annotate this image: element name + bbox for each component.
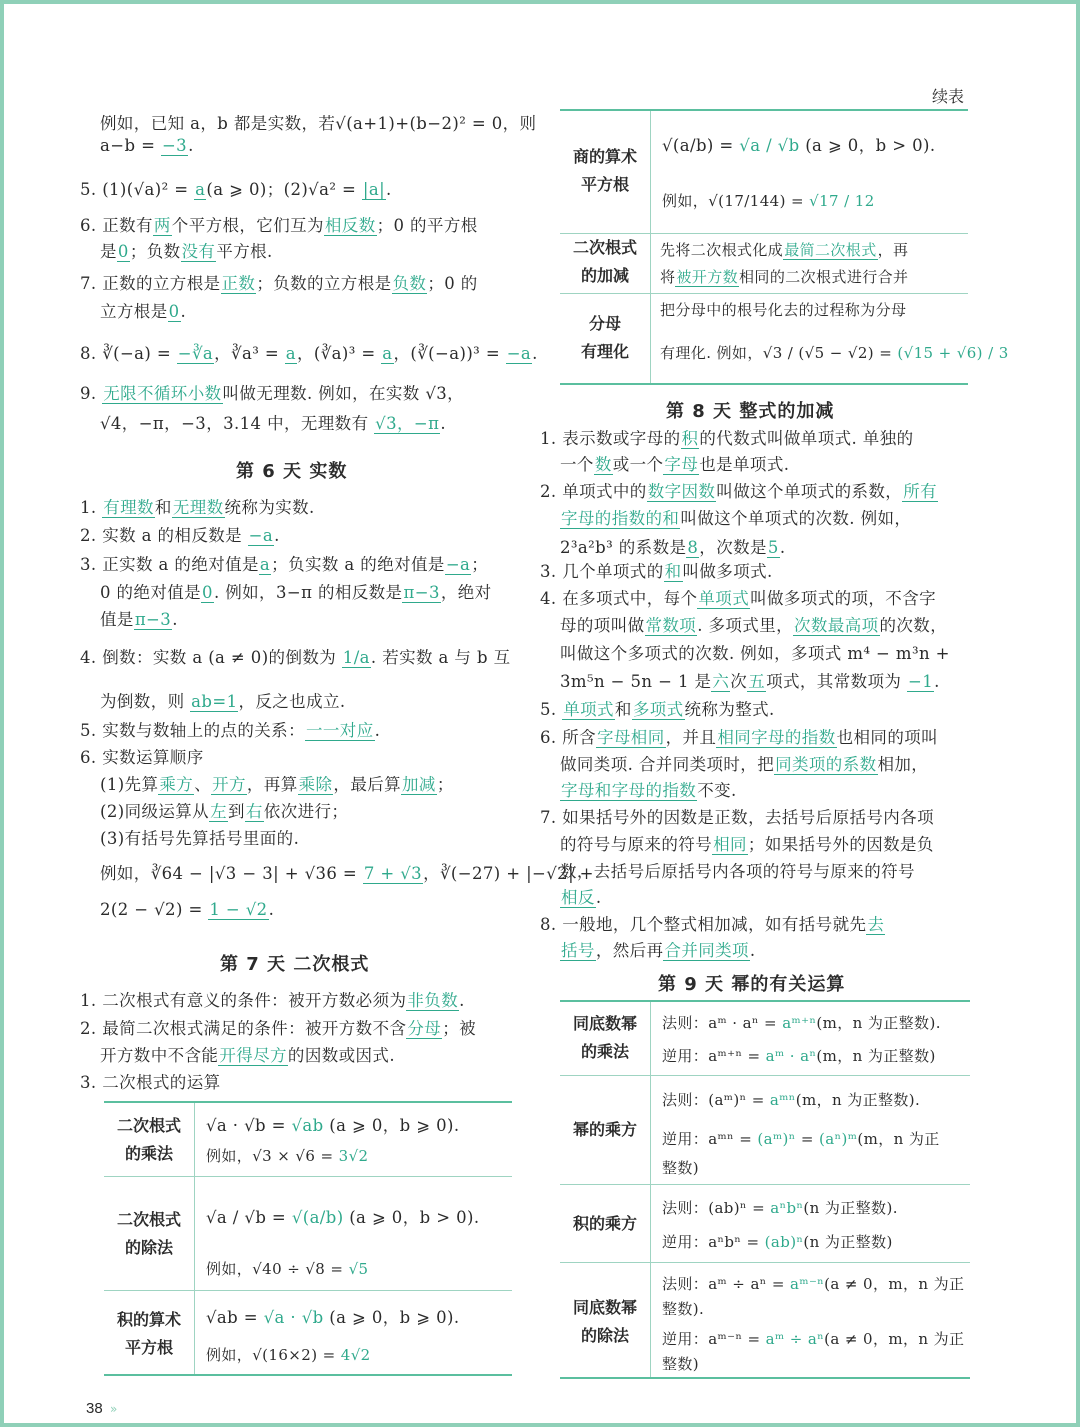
item-7-cont: 立方根是0. bbox=[100, 302, 187, 321]
table-rule-text: 法则：aᵐ ÷ aⁿ = aᵐ⁻ⁿ(a ≠ 0，m，n 为正 bbox=[662, 1275, 965, 1293]
day6-item-6-3: (3)有括号先算括号里面的. bbox=[100, 829, 300, 848]
cell-label: 二次根式 的乘法 bbox=[116, 1116, 181, 1163]
answer: 0 bbox=[168, 302, 180, 321]
answer: 无限不循环小数 bbox=[103, 384, 222, 403]
day7-item-2: 2. 最简二次根式满足的条件：被开方数不含分母；被 bbox=[80, 1019, 477, 1038]
day7-item-2-cont: 开方数中不含能开得尽方的因数或因式. bbox=[100, 1046, 395, 1065]
table-row-line bbox=[104, 1290, 512, 1291]
day8-item-1: 1. 表示数或字母的积的代数式叫做单项式. 单独的 bbox=[540, 429, 914, 448]
answer: 一一对应 bbox=[306, 721, 374, 740]
table-rule bbox=[560, 383, 968, 385]
table-row-line bbox=[560, 293, 968, 294]
table-row-line bbox=[560, 1262, 970, 1263]
day7-item-3: 3. 二次根式的运算 bbox=[80, 1073, 221, 1092]
table-rule-text: 法则：(aᵐ)ⁿ = aᵐⁿ(m，n 为正整数). bbox=[662, 1091, 921, 1109]
table-text: 先将二次根式化成最简二次根式，再 bbox=[660, 241, 909, 259]
answer: 正数 bbox=[221, 274, 256, 293]
cell-label: 积的算术 平方根 bbox=[116, 1310, 181, 1357]
answer: −3 bbox=[161, 136, 188, 155]
answer: 两 bbox=[153, 216, 171, 235]
cell-label: 积的乘方 bbox=[572, 1214, 637, 1233]
item-7: 7. 正数的立方根是正数；负数的立方根是负数；0 的 bbox=[80, 274, 478, 293]
day8-item-2: 2. 单项式中的数字因数叫做这个单项式的系数，所有 bbox=[540, 482, 938, 501]
answer: 负数 bbox=[392, 274, 427, 293]
day8-item-2-cont: 字母的指数的和叫做这个单项式的次数. 例如， bbox=[561, 509, 912, 528]
table-divider bbox=[650, 1002, 651, 1378]
table-rule-text: 法则：(ab)ⁿ = aⁿbⁿ(n 为正整数). bbox=[662, 1199, 898, 1217]
day6-heading: 第 6 天 实数 bbox=[236, 461, 348, 482]
answer: 1/a bbox=[342, 648, 370, 667]
table-example: 例如，√40 ÷ √8 = √5 bbox=[206, 1260, 369, 1278]
answer: ab=1 bbox=[191, 692, 238, 711]
table-example: 例如，√3 × √6 = 3√2 bbox=[206, 1147, 369, 1165]
table-rule-text: 法则：aᵐ · aⁿ = aᵐ⁺ⁿ(m，n 为正整数). bbox=[662, 1014, 941, 1032]
table-rule-text: 逆用：aᵐ⁻ⁿ = aᵐ ÷ aⁿ(a ≠ 0，m，n 为正 bbox=[662, 1330, 965, 1348]
table-row-line bbox=[104, 1176, 512, 1177]
day8-item-4-cont2: 叫做这个多项式的次数. 例如，多项式 m⁴ − m³n + bbox=[560, 644, 950, 663]
table-example: 有理化. 例如，√3 / (√5 − √2) = (√15 + √6) / 3 bbox=[660, 344, 1009, 362]
day6-item-6-2: (2)同级运算从左到右依次进行； bbox=[100, 802, 349, 821]
table-rule bbox=[104, 1374, 512, 1376]
cell-label: 幂的乘方 bbox=[572, 1120, 637, 1139]
table-rule bbox=[560, 1000, 970, 1002]
chevron-right-icon: » bbox=[110, 1402, 118, 1416]
answer: 0 bbox=[202, 583, 213, 602]
answer: 有理数 bbox=[103, 498, 154, 517]
answer: π−3 bbox=[134, 610, 172, 629]
answer: π−3 bbox=[403, 583, 440, 602]
table-rule-text-cont: 整数) bbox=[662, 1159, 700, 1177]
table-rule bbox=[560, 1377, 970, 1379]
cell-label: 分母 有理化 bbox=[580, 314, 629, 361]
table-rule-text: 逆用：aᵐ⁺ⁿ = aᵐ · aⁿ(m，n 为正整数) bbox=[662, 1047, 936, 1065]
day6-item-6-1: (1)先算乘方、开方，再算乘除，最后算加减； bbox=[100, 775, 454, 794]
answer: √3，−π bbox=[375, 414, 440, 433]
answer: 0 bbox=[117, 242, 129, 261]
table-row-line bbox=[560, 1075, 970, 1076]
cell-label: 二次根式 的除法 bbox=[116, 1210, 181, 1257]
day6-item-6: 6. 实数运算顺序 bbox=[80, 748, 204, 767]
day8-item-7: 7. 如果括号外的因数是正数，去括号后原括号内各项 bbox=[540, 808, 934, 827]
day8-item-4: 4. 在多项式中，每个单项式叫做多项式的项，不含字 bbox=[540, 589, 936, 608]
table-rule-text: √ab = √a · √b (a ⩾ 0，b ⩾ 0). bbox=[206, 1308, 460, 1327]
day8-item-8: 8. 一般地，几个整式相加减，如有括号就先去 bbox=[540, 915, 885, 934]
table-rule bbox=[560, 109, 968, 111]
table-rule-text: 逆用：aⁿbⁿ = (ab)ⁿ(n 为正整数) bbox=[662, 1233, 893, 1251]
cell-label: 商的算术 平方根 bbox=[572, 147, 637, 194]
table-rule-text-cont: 整数). bbox=[662, 1300, 705, 1318]
day8-item-7-cont3: 相反. bbox=[561, 888, 602, 907]
day7-heading: 第 7 天 二次根式 bbox=[220, 954, 370, 975]
answer: −a bbox=[248, 526, 274, 545]
table-divider bbox=[194, 1103, 195, 1375]
intro-line-2: a−b = −3. bbox=[100, 136, 194, 155]
day8-item-5: 5. 单项式和多项式统称为整式. bbox=[540, 700, 775, 719]
page-number: 38 bbox=[86, 1400, 103, 1417]
table-rule bbox=[104, 1101, 512, 1103]
day6-item-3-cont2: 值是π−3. bbox=[100, 610, 178, 629]
answer: a bbox=[285, 344, 296, 363]
table-rule-text: √a / √b = √(a/b) (a ⩾ 0，b > 0). bbox=[206, 1208, 480, 1227]
answer: a bbox=[195, 180, 206, 199]
answer: |a| bbox=[362, 180, 386, 199]
answer: −∛a bbox=[177, 344, 214, 363]
day8-item-4-cont3: 3m⁵n − 5n − 1 是六次五项式，其常数项为 −1. bbox=[560, 672, 940, 691]
table-rule-text: √(a/b) = √a / √b (a ⩾ 0，b > 0). bbox=[662, 136, 936, 155]
answer: 没有 bbox=[181, 242, 216, 261]
day6-item-4-cont: 为倒数，则 ab=1，反之也成立. bbox=[100, 692, 346, 711]
table-example: 例如，√(16×2) = 4√2 bbox=[206, 1346, 371, 1364]
day8-heading: 第 8 天 整式的加减 bbox=[666, 401, 835, 422]
day6-item-5: 5. 实数与数轴上的点的关系：一一对应. bbox=[80, 721, 381, 740]
day6-item-4: 4. 倒数：实数 a (a ≠ 0)的倒数为 1/a. 若实数 a 与 b 互 bbox=[80, 648, 511, 667]
answer: a bbox=[259, 555, 271, 574]
item-6-cont: 是0；负数没有平方根. bbox=[100, 242, 273, 261]
intro-line: 例如，已知 a，b 都是实数，若√(a+1)+(b−2)² = 0，则 bbox=[100, 114, 537, 133]
day8-item-1-cont: 一个数或一个字母也是单项式. bbox=[560, 455, 790, 474]
table-text: 把分母中的根号化去的过程称为分母 bbox=[660, 301, 907, 319]
day8-item-7-cont2: 数，去括号后原括号内各项的符号与原来的符号 bbox=[560, 862, 915, 881]
cell-label: 二次根式 的加减 bbox=[572, 238, 637, 285]
item-9: 9. 无限不循环小数叫做无理数. 例如，在实数 √3， bbox=[80, 384, 465, 403]
cell-label: 同底数幂 的乘法 bbox=[572, 1014, 637, 1061]
day6-example-cont: 2(2 − √2) = 1 − √2. bbox=[100, 900, 275, 919]
answer: a bbox=[382, 344, 393, 363]
table-rule-text: 逆用：aᵐⁿ = (aᵐ)ⁿ = (aⁿ)ᵐ(m，n 为正 bbox=[662, 1130, 940, 1148]
day8-item-7-cont: 的符号与原来的符号相同；如果括号外的因数是负 bbox=[560, 835, 934, 854]
day8-item-3: 3. 几个单项式的和叫做多项式. bbox=[540, 562, 773, 581]
day6-item-2: 2. 实数 a 的相反数是 −a. bbox=[80, 526, 280, 545]
item-5: 5. (1)(√a)² = a(a ⩾ 0)；(2)√a² = |a|. bbox=[80, 180, 392, 199]
table-text-cont: 将被开方数相同的二次根式进行合并 bbox=[660, 268, 909, 286]
continued-label: 续表 bbox=[932, 87, 965, 106]
day6-item-3-cont: 0 的绝对值是0. 例如，3−π 的相反数是π−3，绝对 bbox=[100, 583, 492, 602]
item-8: 8. ∛(−a) = −∛a，∛a³ = a，(∛a)³ = a，(∛(−a))³ = −a. bbox=[80, 344, 538, 363]
table-rule-text: √a · √b = √ab (a ⩾ 0，b ⩾ 0). bbox=[206, 1116, 460, 1135]
table-rule-text-cont: 整数) bbox=[662, 1355, 700, 1373]
day6-item-3: 3. 正实数 a 的绝对值是a；负实数 a 的绝对值是−a； bbox=[80, 555, 489, 574]
table-example: 例如，√(17/144) = √17 / 12 bbox=[662, 192, 875, 210]
answer: −a bbox=[445, 555, 471, 574]
answer: 相反数 bbox=[324, 216, 376, 235]
answer: 无理数 bbox=[172, 498, 224, 517]
day8-item-6-cont2: 字母和字母的指数不变. bbox=[561, 781, 737, 800]
day7-item-1: 1. 二次根式有意义的条件：被开方数必须为非负数. bbox=[80, 991, 465, 1010]
day6-item-1: 1. 有理数和无理数统称为实数. bbox=[80, 498, 315, 517]
day8-item-6: 6. 所含字母相同，并且相同字母的指数也相同的项叫 bbox=[540, 728, 939, 747]
day9-heading: 第 9 天 幂的有关运算 bbox=[658, 974, 846, 995]
day6-example: 例如，∛64 − |√3 − 3| + √36 = 7 + √3，∛(−27) + |−√2| + bbox=[100, 864, 594, 883]
item-6: 6. 正数有两个平方根，它们互为相反数；0 的平方根 bbox=[80, 216, 478, 235]
day8-item-6-cont: 做同类项. 合并同类项时，把同类项的系数相加， bbox=[560, 755, 929, 774]
day8-item-4-cont: 母的项叫做常数项. 多项式里，次数最高项的次数， bbox=[560, 616, 948, 635]
day8-item-8-cont: 括号，然后再合并同类项. bbox=[561, 941, 756, 960]
item-9-cont: √4，−π，−3，3.14 中，无理数有 √3，−π. bbox=[100, 414, 446, 433]
cell-label: 同底数幂 的除法 bbox=[572, 1298, 637, 1345]
day8-item-2-cont2: 2³a²b³ 的系数是8，次数是5. bbox=[560, 538, 786, 557]
table-divider bbox=[650, 111, 651, 383]
table-row-line bbox=[560, 1184, 970, 1185]
answer: −a bbox=[506, 344, 532, 363]
